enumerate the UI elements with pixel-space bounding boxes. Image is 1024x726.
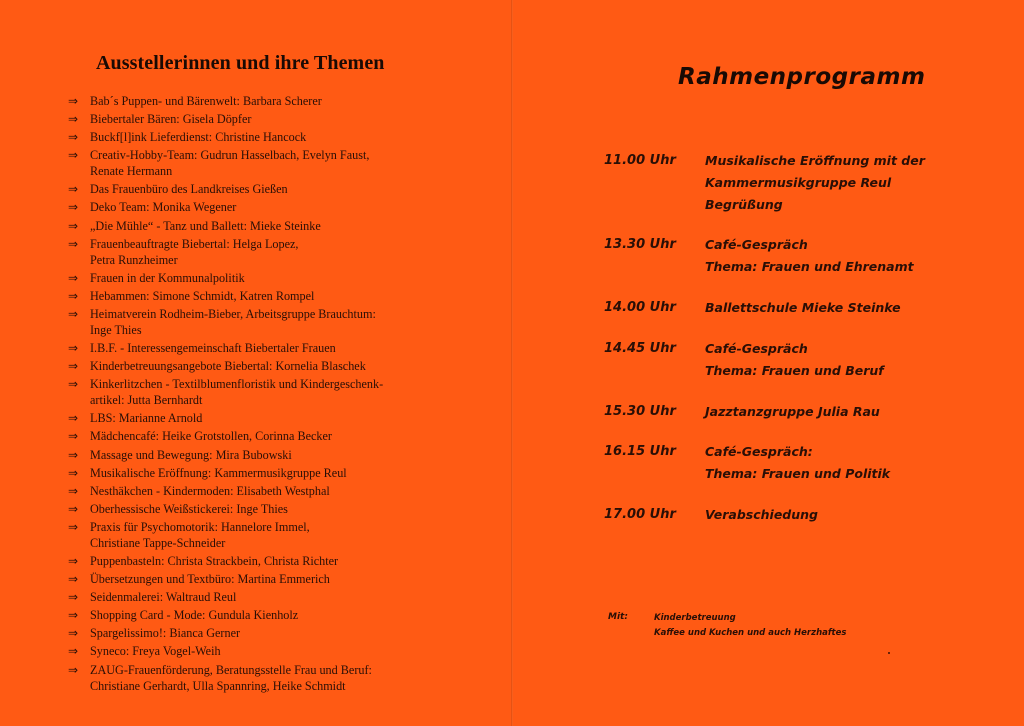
exhibitor-list-item [68, 447, 468, 463]
exhibitors-list [68, 93, 468, 696]
schedule-description: Café-Gespräch Thema: Frauen und Ehrenamt [705, 237, 914, 274]
exhibitor-text: Kinkerlitzchen - Textilblumenfloristik und Kindergeschenk- artikel: Jutta Bernhardt [90, 377, 384, 408]
schedule-time: 16.15 Uhr [604, 444, 676, 459]
exhibitor-text: Syneco: Freya Vogel-Weih [90, 644, 221, 659]
exhibitor-list-item [68, 181, 468, 197]
double-right-arrow-icon: ⇒ [68, 662, 79, 677]
exhibitor-list-item [68, 376, 468, 408]
schedule-time: 14.00 Uhr [604, 300, 676, 315]
exhibitor-list-item [68, 270, 468, 286]
double-right-arrow-icon: ⇒ [68, 429, 79, 444]
double-right-arrow-icon: ⇒ [68, 572, 79, 587]
program-title: Rahmenprogramm [678, 64, 926, 90]
exhibitor-list-item [68, 662, 468, 694]
exhibitor-list-item [68, 553, 468, 569]
exhibitor-list-item [68, 236, 468, 268]
double-right-arrow-icon: ⇒ [68, 501, 79, 516]
program-schedule [604, 150, 1004, 526]
schedule-time: 14.45 Uhr [604, 341, 676, 356]
double-right-arrow-icon: ⇒ [68, 288, 79, 303]
schedule-item [604, 401, 1004, 423]
double-right-arrow-icon: ⇒ [68, 200, 79, 215]
double-right-arrow-icon: ⇒ [68, 130, 79, 145]
exhibitor-text: Oberhessische Weißstickerei: Inge Thies [90, 501, 288, 516]
exhibitor-list-item [68, 288, 468, 304]
with-label: Mit: [608, 612, 628, 622]
exhibitor-text: LBS: Marianne Arnold [90, 411, 203, 426]
exhibitor-text: Übersetzungen und Textbüro: Martina Emmerich [90, 572, 330, 587]
exhibitor-list-item [68, 571, 468, 587]
exhibitor-text: Creativ-Hobby-Team: Gudrun Hasselbach, Evelyn Faust, Renate Hermann [90, 148, 370, 179]
schedule-item [604, 234, 1004, 278]
exhibitor-list-item [68, 625, 468, 641]
double-right-arrow-icon: ⇒ [68, 270, 79, 285]
exhibitor-text: Seidenmalerei: Waltraud Reul [90, 590, 237, 605]
double-right-arrow-icon: ⇒ [68, 218, 79, 233]
exhibitor-list-item [68, 93, 468, 109]
exhibitor-list-item [68, 129, 468, 145]
double-right-arrow-icon: ⇒ [68, 236, 79, 251]
exhibitor-list-item [68, 218, 468, 234]
schedule-time: 15.30 Uhr [604, 404, 676, 419]
exhibitor-list-item [68, 358, 468, 374]
schedule-time: 17.00 Uhr [604, 507, 676, 522]
double-right-arrow-icon: ⇒ [68, 626, 79, 641]
exhibitor-list-item [68, 147, 468, 179]
schedule-item [604, 441, 1004, 485]
exhibitor-list-item [68, 306, 468, 338]
exhibitor-list-item [68, 519, 468, 551]
double-right-arrow-icon: ⇒ [68, 112, 79, 127]
exhibitor-list-item [68, 501, 468, 517]
exhibitor-text: Frauenbeauftragte Biebertal: Helga Lopez, Petra Runzheimer [90, 236, 299, 267]
exhibitor-text: ZAUG-Frauenförderung, Beratungsstelle Frau und Beruf: Christiane Gerhardt, Ulla Spannring, Heike Schmidt [90, 662, 372, 693]
double-right-arrow-icon: ⇒ [68, 341, 79, 356]
schedule-description: Musikalische Eröffnung mit der Kammermusikgruppe Reul Begrüßung [705, 153, 925, 212]
exhibitor-text: Massage und Bewegung: Mira Bubowski [90, 447, 292, 462]
double-right-arrow-icon: ⇒ [68, 590, 79, 605]
exhibitor-list-item [68, 340, 468, 356]
exhibitor-text: Shopping Card - Mode: Gundula Kienholz [90, 608, 299, 623]
double-right-arrow-icon: ⇒ [68, 377, 79, 392]
exhibitor-text: Mädchencafé: Heike Grotstollen, Corinna Becker [90, 429, 332, 444]
double-right-arrow-icon: ⇒ [68, 148, 79, 163]
paper-speck [888, 652, 890, 654]
exhibitor-list-item [68, 643, 468, 659]
double-right-arrow-icon: ⇒ [68, 94, 79, 108]
exhibitor-list-item [68, 589, 468, 605]
double-right-arrow-icon: ⇒ [68, 644, 79, 659]
double-right-arrow-icon: ⇒ [68, 483, 79, 498]
exhibitor-text: „Die Mühle“ - Tanz und Ballett: Mieke Steinke [90, 218, 321, 233]
exhibitor-text: Hebammen: Simone Schmidt, Katren Rompel [90, 288, 315, 303]
exhibitor-text: Deko Team: Monika Wegener [90, 200, 237, 215]
exhibitor-text: Frauen in der Kommunalpolitik [90, 270, 245, 285]
exhibitor-list-item [68, 111, 468, 127]
schedule-item [604, 338, 1004, 382]
double-right-arrow-icon: ⇒ [68, 359, 79, 374]
double-right-arrow-icon: ⇒ [68, 608, 79, 623]
double-right-arrow-icon: ⇒ [68, 306, 79, 321]
schedule-description: Café-Gespräch Thema: Frauen und Beruf [705, 341, 884, 378]
schedule-item [604, 297, 1004, 319]
schedule-description: Ballettschule Mieke Steinke [705, 300, 901, 315]
exhibitor-text: Musikalische Eröffnung: Kammermusikgruppe Reul [90, 465, 347, 480]
exhibitor-text: Buckf[l]ink Lieferdienst: Christine Hancock [90, 130, 307, 145]
double-right-arrow-icon: ⇒ [68, 519, 79, 534]
double-right-arrow-icon: ⇒ [68, 465, 79, 480]
double-right-arrow-icon: ⇒ [68, 182, 79, 197]
with-items: Kinderbetreuung Kaffee und Kuchen und auch Herzhaftes [654, 613, 847, 638]
double-right-arrow-icon: ⇒ [68, 447, 79, 462]
exhibitor-text: Kinderbetreuungsangebote Biebertal: Kornelia Blaschek [90, 359, 366, 374]
double-right-arrow-icon: ⇒ [68, 553, 79, 568]
double-right-arrow-icon: ⇒ [68, 411, 79, 426]
schedule-description: Jazztanzgruppe Julia Rau [705, 404, 880, 419]
exhibitor-text: Puppenbasteln: Christa Strackbein, Christa Richter [90, 553, 339, 568]
schedule-description: Café-Gespräch: Thema: Frauen und Politik [705, 444, 891, 481]
exhibitor-text: Heimatverein Rodheim-Bieber, Arbeitsgruppe Brauchtum: Inge Thies [90, 306, 376, 337]
schedule-description: Verabschiedung [705, 507, 818, 522]
exhibitor-list-item [68, 428, 468, 444]
schedule-time: 13.30 Uhr [604, 237, 676, 252]
exhibitor-text: Das Frauenbüro des Landkreises Gießen [90, 182, 288, 197]
page-fold-divider [511, 0, 513, 726]
exhibitor-list-item [68, 410, 468, 426]
exhibitor-text: I.B.F. - Interessengemeinschaft Biebertaler Frauen [90, 341, 336, 356]
exhibitor-text: Bab´s Puppen- und Bärenwelt: Barbara Scherer [90, 94, 322, 108]
exhibitor-text: Nesthäkchen - Kindermoden: Elisabeth Westphal [90, 483, 330, 498]
exhibitors-title: Ausstellerinnen und ihre Themen [96, 52, 385, 74]
exhibitor-list-item [68, 483, 468, 499]
exhibitor-list-item [68, 465, 468, 481]
schedule-item [604, 504, 1004, 526]
exhibitor-text: Praxis für Psychomotorik: Hannelore Immel, Christiane Tappe-Schneider [90, 519, 310, 550]
exhibitor-text: Biebertaler Bären: Gisela Döpfer [90, 112, 252, 127]
exhibitor-text: Spargelissimo!: Bianca Gerner [90, 626, 241, 641]
exhibitor-list-item [68, 607, 468, 623]
exhibitor-list-item [68, 199, 468, 215]
schedule-item [604, 150, 1004, 216]
schedule-time: 11.00 Uhr [604, 153, 676, 168]
